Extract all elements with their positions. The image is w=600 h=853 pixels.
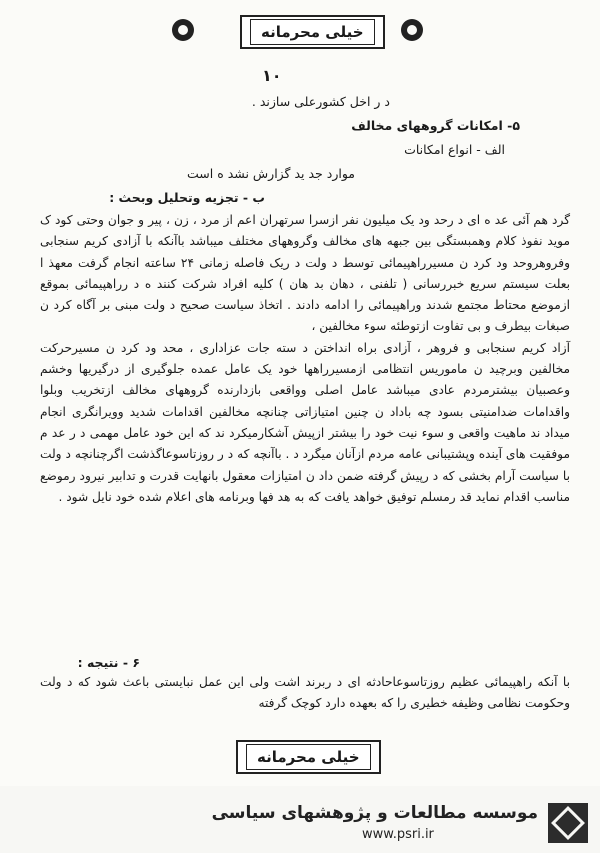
analysis-body — [40, 210, 570, 508]
conclusion-text: با آنکه راهپیمائی عظیم روزتاسوعاحادثه ای د ربرند اشت ولی این عمل نبایستی باعث شود که د ولت وحکومت نظامی وظیفه خطیری را که بعهده دارد کوچک گرفته — [40, 675, 570, 711]
section-heading: ۵- امکانات گروههای مخالف — [351, 118, 520, 133]
subsection-heading: الف - انواع امکانات — [404, 142, 505, 157]
classification-stamp-top — [240, 15, 385, 49]
classification-stamp-bottom — [236, 740, 381, 774]
stamp-text: خیلی محرمانه — [246, 744, 371, 770]
organization-name: موسسه مطالعات و پژوهشهای سیاسی — [211, 803, 538, 823]
analysis-paragraph-1: گرد هم آئی عد ه ای د رحد ود یک میلیون نفر ازسرا سرتهران اعم از مرد ، زن ، پیر و جوان وحتی کود ک موید نفوذ کلام وهمبستگی بین جبهه های مخالف وگروههای مختلف میباشد باآنکه با آزادی کریم سنجابی وفروهروحد ود کرد ن مسیرراهپیمائی توسط د ولت د ریک فاصله زمانی ۲۴ ساعته انجام گرفت معهذ ا بعلت سیستم سریع خبررسانی ( تلفنی ، دهان بد هان ) کلیه افراد شرکت کنند ه د رراهپیمائی بموقع ازموضع محتاط مجتمع شدند وراهپیمائی را ادامه دادند . اتخاذ سیاست صحیح د ولت مبنی بر آگاه کرد ن صبغات بیطرف و بی تفاوت ازتوطئه سوء مخالفین ، — [40, 213, 570, 334]
institute-logo — [548, 803, 588, 843]
page-number: ۱۰ — [262, 66, 282, 85]
subsection-heading: ب - تجزیه وتحلیل وبحث : — [109, 190, 265, 205]
website-link[interactable]: www.psri.ir — [362, 827, 434, 842]
item-line: د ر اخل کشورعلی سازند . — [251, 94, 390, 109]
emblem-icon — [172, 19, 194, 41]
emblem-icon — [401, 19, 423, 41]
item-line: موارد جد ید گزارش نشد ه است — [187, 166, 355, 181]
conclusion-heading: ۶ - نتیجه : — [77, 655, 140, 670]
stamp-text: خیلی محرمانه — [250, 19, 375, 45]
analysis-paragraph-2: آزاد کریم سنجابی و فروهر ، آزادی براه انداختن د سته جات عزاداری ، محد ود کرد ن مسیرحرکت مخالفین وبرچید ن ماموریس انتظامی ازمسیرراهها خود یک عامل عمده جلوگیری از درگیریها وخشم وعصبیان بیشترمردم عادی میباشد عامل اصلی وواقعی بازدارنده گروههای مخالف ازتخریب وبلوا واقدامات ضدامنیتی بسود چه باداد ن چنین امتیازاتی چنانچه مخالفین اقدامات شدید وویرانگری انجام میداد ند ماهیت واقعی و سوء نیت خود را بیشتر ازپیش آشکارمیکرد ند که این خود عامل مهمی د ر عد م موفقیت های آینده وپشتیبانی عامه مردم ازآنان میگرد د . باآنچه که د ر روزتاسوعاگذشت اگرچنانچه د ولت با سیاست آرام بخشی که د رپیش گرفته ضمن داد ن امتیازات معقول بانهایت قدرت و تدابیر نیرود رموضع مناسب اقدام نماید قد رمسلم توفیق خواهد یافت که به هد فها وبرنامه های اعلام شده خود نایل شود . — [40, 340, 570, 504]
